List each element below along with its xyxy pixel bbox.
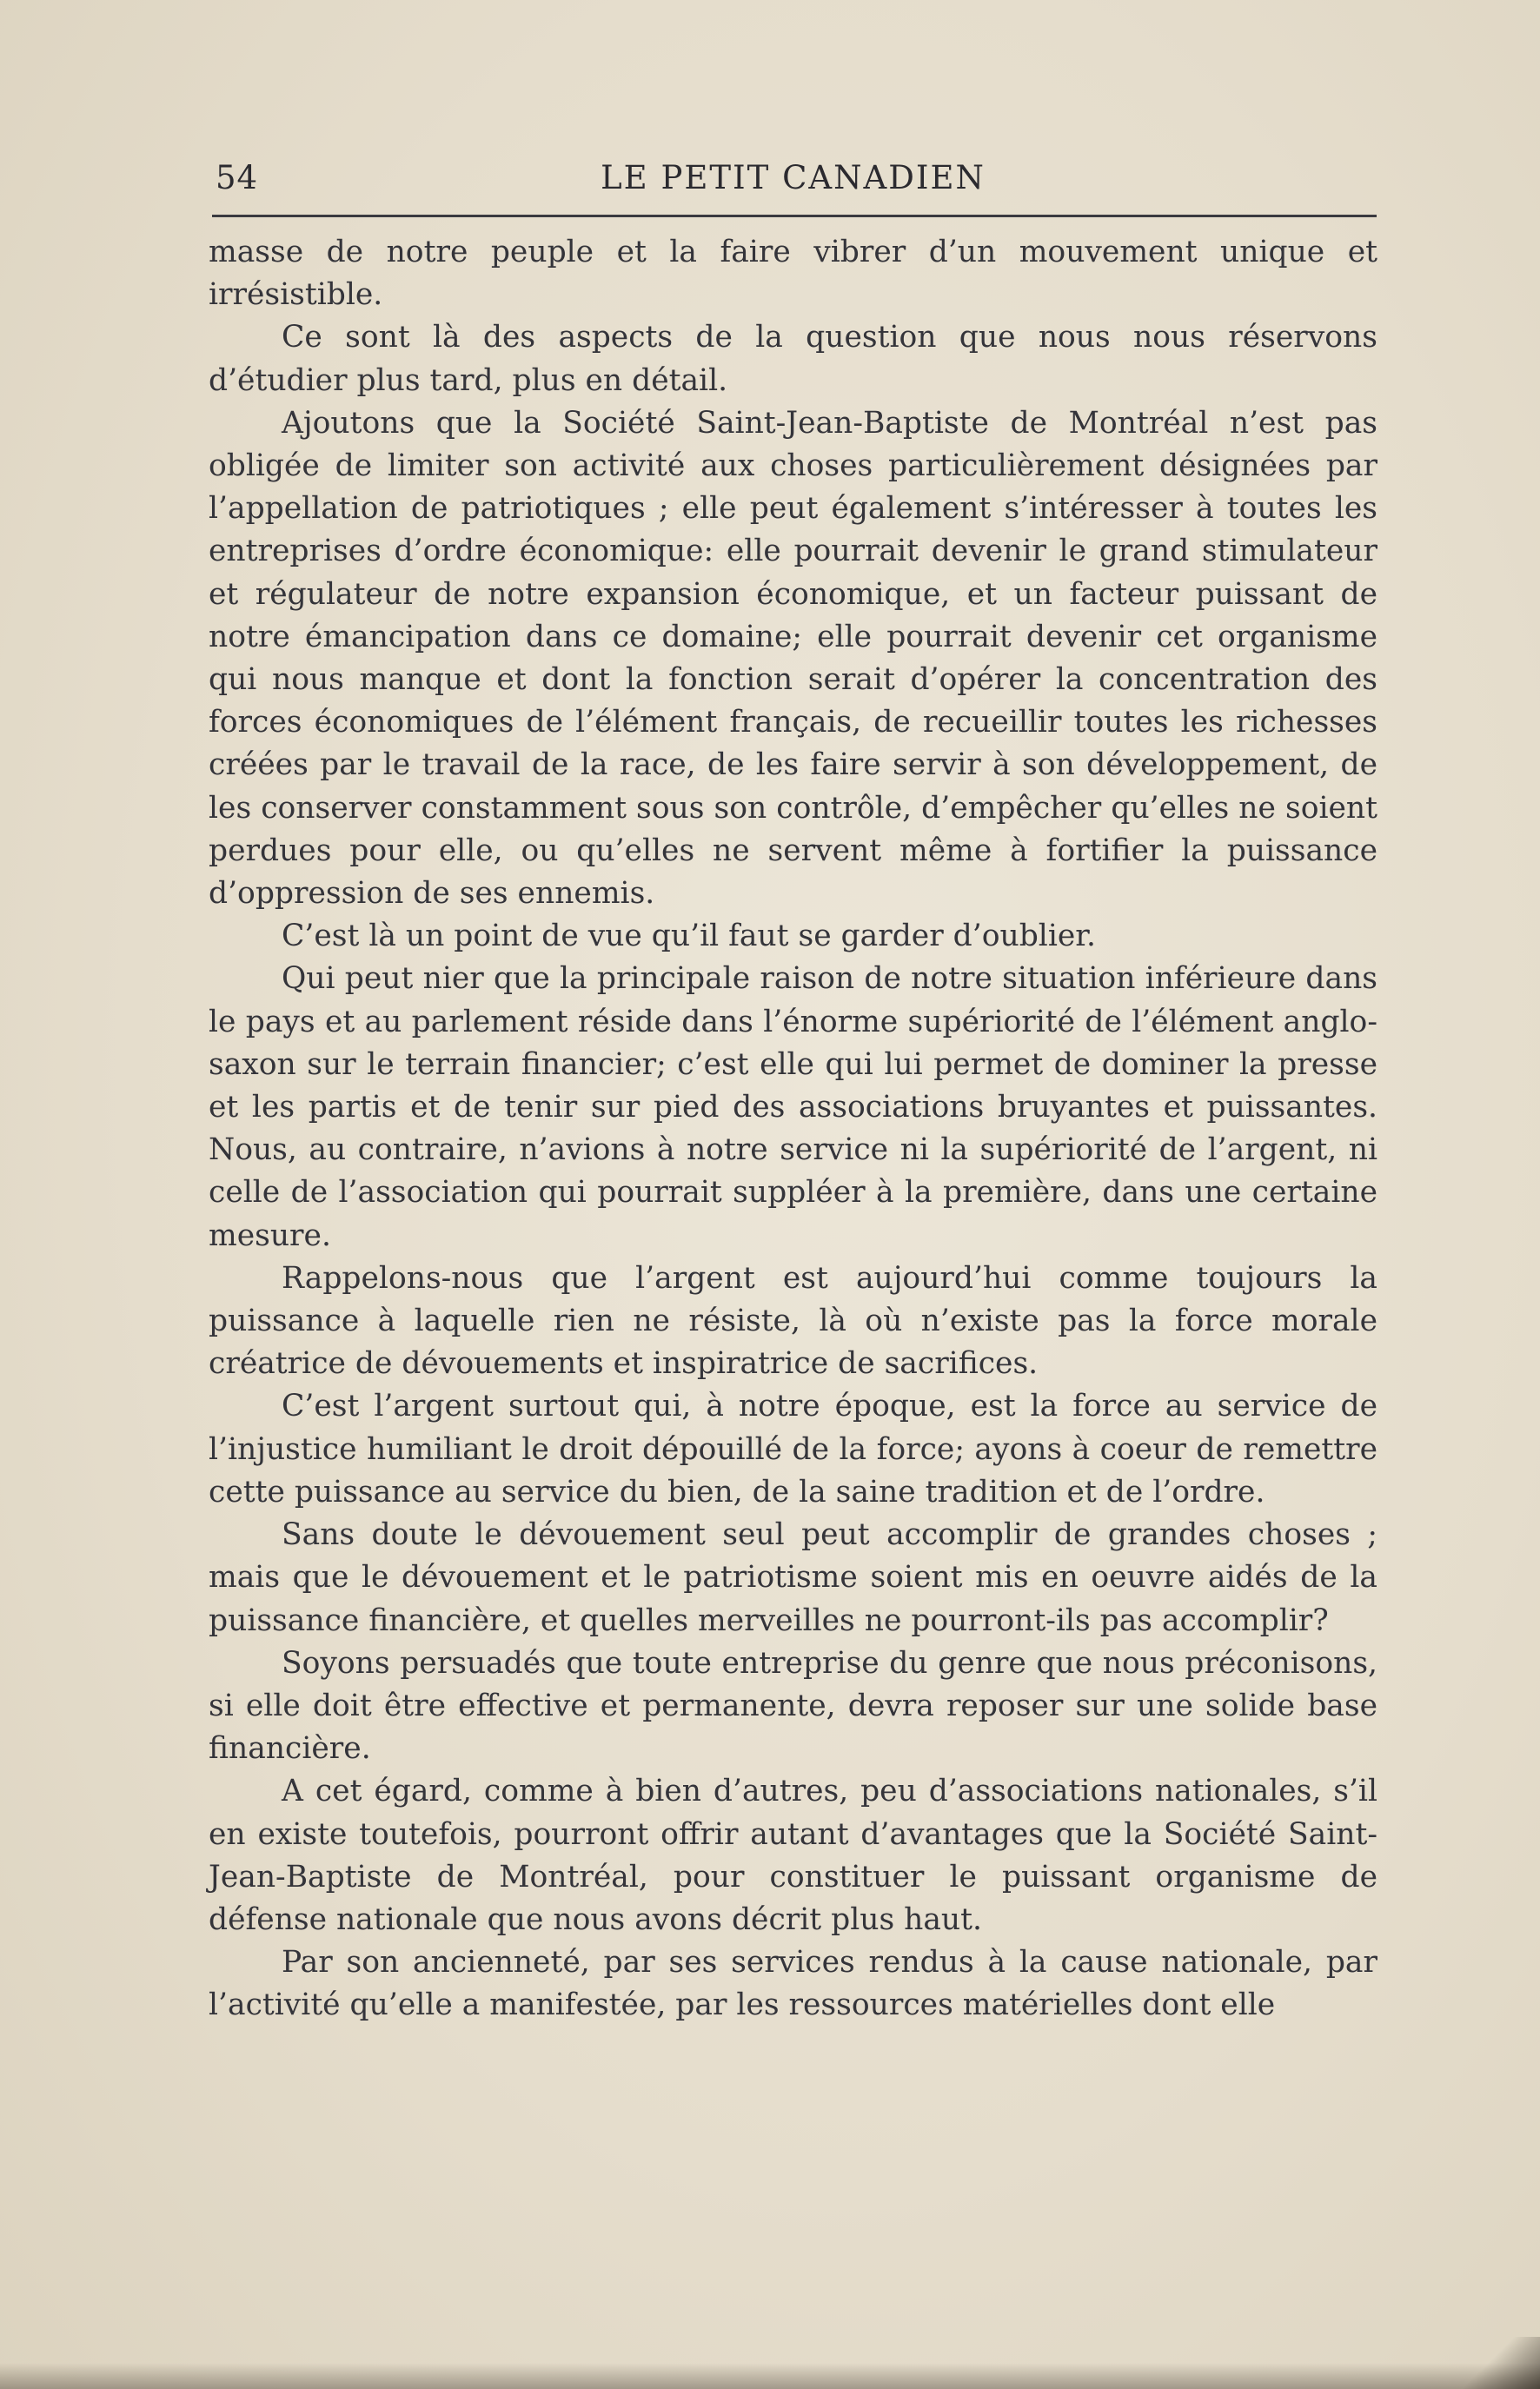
- header-rule: [212, 215, 1377, 217]
- paragraph: Qui peut nier que la principale raison de notre situation inférieure dans le pays et au parlement réside dans l’énorme supériorité de l’élément anglo-saxon sur le terrain financier; c’est elle qui lui permet de dominer la presse et les partis et de tenir sur pied des associations bruyantes et puissantes. Nous, au contraire, n’avions à notre service ni la supériorité de l’argent, ni celle de l’association qui pourrait suppléer à la première, dans une certaine mesure.: [209, 961, 1377, 1253]
- page-corner-shadow: [1462, 2337, 1540, 2389]
- paragraph: C’est là un point de vue qu’il faut se garder d’oublier.: [282, 919, 1096, 954]
- paragraph: Sans doute le dévouement seul peut accomplir de grandes choses ; mais que le dévouement et le patriotisme soient mis en oeuvre aidés de la puissance financière, et quelles merveilles ne pourront-ils pas accomplir?: [209, 1517, 1377, 1638]
- paragraph: Ce sont là des aspects de la question que nous nous réservons d’étudier plus tard, plus en détail.: [209, 320, 1377, 398]
- running-title: LE PETIT CANADIEN: [601, 159, 986, 196]
- body-text: [209, 231, 1377, 2027]
- page-number: 54: [216, 159, 259, 196]
- paragraph: Soyons persuadés que toute entreprise du genre que nous préconisons, si elle doit être effective et permanente, devra reposer sur une solide base financière.: [209, 1645, 1377, 1767]
- paragraph: C’est l’argent surtout qui, à notre époque, est la force au service de l’injustice humiliant le droit dépouillé de la force; ayons à coeur de remettre cette puissance au service du bien, de la saine tradition et de l’ordre.: [209, 1389, 1377, 1510]
- paragraph: Ajoutons que la Société Saint-Jean-Baptiste de Montréal n’est pas obligée de limiter son activité aux choses particulièrement désignées par l’appellation de patriotiques ; elle peut également s’intéresser à toutes les entreprises d’ordre économique: elle pourrait devenir le grand stimulateur et régulateur de notre expansion économique, et un facteur puissant de notre émancipation dans ce domaine; elle pourrait devenir cet organisme qui nous manque et dont la fonction serait d’opérer la concentration des forces économiques de l’élément français, de recueillir toutes les richesses créées par le travail de la race, de les faire servir à son développement, de les conserver constamment sous son contrôle, d’empêcher qu’elles ne soient perdues pour elle, ou qu’elles ne servent même à fortifier la puissance d’oppression de ses ennemis.: [209, 405, 1377, 912]
- page-edge-shadow: [0, 2363, 1540, 2389]
- page-header: [209, 159, 1377, 204]
- paragraph: Par son ancienneté, par ses services rendus à la cause nationale, par l’activité qu’elle a manifestée, par les ressources matérielles dont elle: [209, 1945, 1377, 2023]
- paragraph: A cet égard, comme à bien d’autres, peu d’associations nationales, s’il en existe toutefois, pourront offrir autant d’avantages que la Société Saint-Jean-Baptiste de Montréal, pour constituer le puissant organisme de défense nationale que nous avons décrit plus haut.: [209, 1774, 1377, 1937]
- paragraph: Rappelons-nous que l’argent est aujourd’hui comme toujours la puissance à laquelle rien ne résiste, là où n’existe pas la force morale créatrice de dévouements et inspiratrice de sacrifices.: [209, 1260, 1377, 1382]
- paragraph: masse de notre peuple et la faire vibrer d’un mouvement unique et irrésistible.: [209, 235, 1377, 313]
